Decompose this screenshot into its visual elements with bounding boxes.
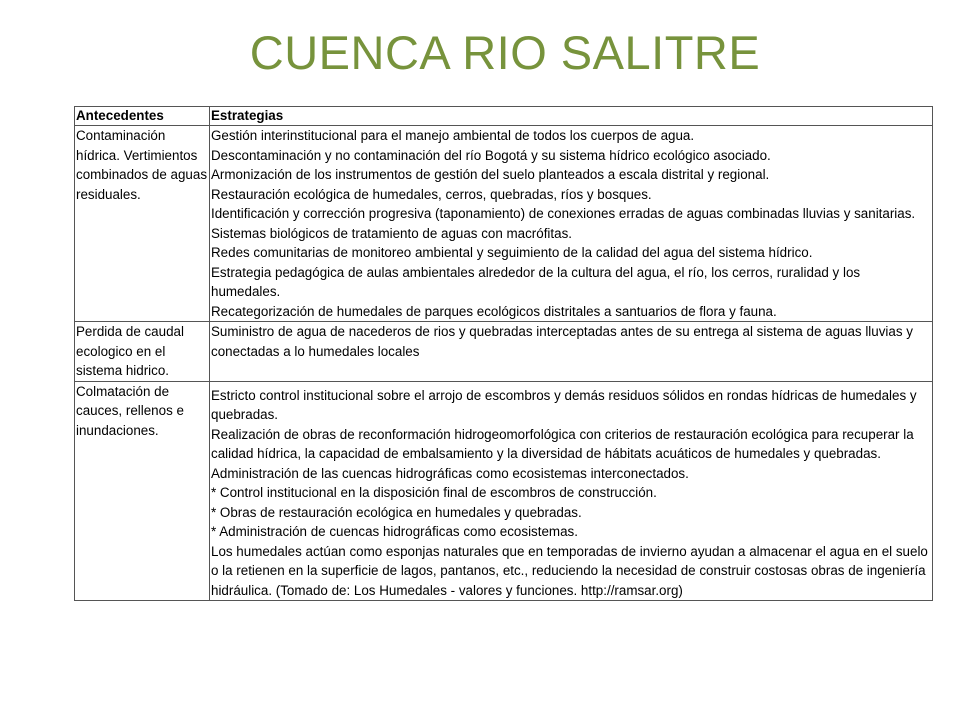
strategy-item: Realización de obras de reconformación hidrogeomorfológica con criterios de restauración ecológica para recuperar la calidad hídrica, la capacidad de embalsamiento y la diversidad de hábitats acuáticos de humedales y quebradas. bbox=[211, 426, 914, 461]
strategy-item: Gestión interinstitucional para el manejo ambiental de todos los cuerpos de agua. bbox=[211, 128, 695, 143]
antecedente-cell: Contaminación hídrica. Vertimientos combinados de aguas residuales. bbox=[75, 126, 210, 322]
strategy-item: Recategorización de humedales de parques ecológicos distritales a santuarios de flora y fauna. bbox=[211, 303, 777, 319]
antecedente-cell: Colmatación de cauces, rellenos e inundaciones. bbox=[75, 381, 210, 601]
table-row bbox=[75, 381, 933, 601]
table-header-row bbox=[75, 107, 933, 126]
strategy-item: Los humedales actúan como esponjas naturales que en temporadas de invierno ayudan a almacenar el agua en el suelo o la retienen en la superficie de lagos, pantanos, etc., reduciendo la necesidad de construir costosas obras de ingeniería hidráulica. (Tomado de: Los Humedales - valores y funciones. http://ramsar.org) bbox=[211, 543, 928, 598]
strategy-item: Redes comunitarias de monitoreo ambiental y seguimiento de la calidad del agua del sistema hídrico. bbox=[211, 245, 813, 260]
strategy-item: Descontaminación y no contaminación del río Bogotá y su sistema hídrico ecológico asociado. bbox=[211, 147, 771, 163]
header-antecedentes: Antecedentes bbox=[75, 107, 210, 126]
strategy-item: Estricto control institucional sobre el arrojo de escombros y demás residuos sólidos en rondas hídricas de humedales y quebradas. bbox=[211, 387, 917, 422]
estrategias-cell bbox=[210, 322, 933, 382]
antecedente-cell: Perdida de caudal ecologico en el sistema hidrico. bbox=[75, 322, 210, 382]
slide-title: CUENCA RIO SALITRE bbox=[249, 26, 761, 79]
strategy-table bbox=[74, 106, 933, 601]
table-row bbox=[75, 322, 933, 382]
header-estrategias: Estrategias bbox=[210, 107, 933, 126]
estrategias-cell bbox=[210, 381, 933, 601]
strategy-item: Identificación y corrección progresiva (taponamiento) de conexiones erradas de aguas combinadas lluvias y sanitarias. bbox=[211, 206, 916, 221]
table-row bbox=[75, 126, 933, 322]
strategy-item: Estrategia pedagógica de aulas ambientales alrededor de la cultura del agua, el río, los cerros, ruralidad y los humedales. bbox=[211, 264, 861, 299]
strategy-item: Restauración ecológica de humedales, cerros, quebradas, ríos y bosques. bbox=[211, 186, 652, 202]
strategy-item: Armonización de los instrumentos de gestión del suelo planteados a escala distrital y regional. bbox=[211, 167, 770, 182]
strategy-item: Sistemas biológicos de tratamiento de aguas con macrófitas. bbox=[211, 225, 572, 241]
strategy-item: * Obras de restauración ecológica en humedales y quebradas. bbox=[211, 504, 582, 520]
strategy-item: * Control institucional en la disposición final de escombros de construcción. bbox=[211, 485, 657, 500]
strategy-item: * Administración de cuencas hidrográficas como ecosistemas. bbox=[211, 524, 578, 539]
strategy-item: Suministro de agua de nacederos de rios y quebradas interceptadas antes de su entrega al sistema de aguas lluvias y conectadas a lo humedales locales bbox=[211, 324, 913, 359]
strategy-item: Administración de las cuencas hidrográficas como ecosistemas interconectados. bbox=[211, 465, 689, 481]
estrategias-cell bbox=[210, 126, 933, 322]
